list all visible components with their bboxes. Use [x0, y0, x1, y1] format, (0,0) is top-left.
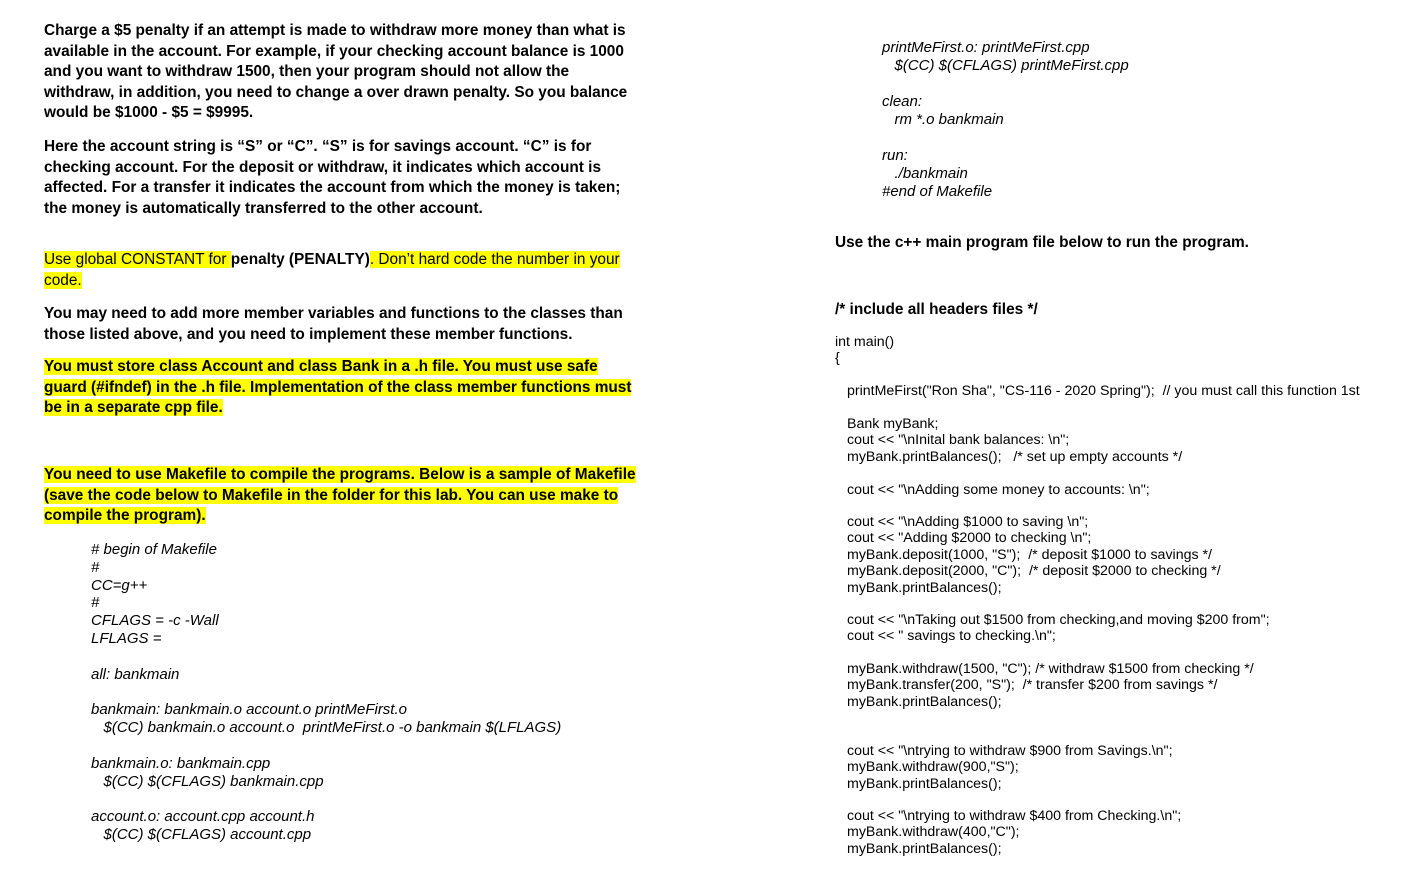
- code-line: run:: [882, 147, 908, 164]
- code-line: myBank.deposit(1000, "S"); /* deposit $1000 to savings */: [847, 546, 1212, 563]
- makefile-printme-block: [882, 39, 1129, 75]
- code-line: myBank.withdraw(900,"S");: [847, 759, 1019, 776]
- text-line: Use the c++ main program file below to run the program.: [835, 234, 1249, 251]
- header-file-paragraph: [44, 357, 631, 419]
- code-line: $(CC) $(CFLAGS) printMeFirst.cpp: [882, 56, 1129, 74]
- code-line: Bank myBank;: [847, 416, 939, 432]
- code-line: all: bankmain: [91, 666, 180, 683]
- main-signature: [835, 334, 894, 367]
- penalty-paragraph: [44, 21, 627, 124]
- code-line: $(CC) bankmain.o account.o printMeFirst.o -o bankmain $(LFLAGS): [91, 718, 562, 736]
- code-line: cout << "\nTaking out $1500 from checking,and moving $200 from";: [847, 612, 1270, 628]
- code-line: myBank.printBalances();: [847, 693, 1002, 710]
- highlighted-text: You must store class Account and class Bank in a .h file. You must use safe: [44, 358, 598, 375]
- text-line: affected. For a transfer it indicates the account from which the money is taken;: [44, 179, 621, 197]
- code-line: printMeFirst("Ron Sha", "CS-116 - 2020 Spring"); // you must call this function 1st: [847, 383, 1360, 399]
- code-line: myBank.deposit(2000, "C"); /* deposit $2000 to checking */: [847, 563, 1221, 580]
- code-line: ./bankmain: [882, 164, 968, 182]
- include-comment: [835, 300, 1038, 321]
- code-line: cout << "\ntrying to withdraw $900 from Savings.\n";: [847, 743, 1173, 759]
- text-line: checking account. For the deposit or withdraw, it indicates which account is: [44, 158, 602, 176]
- highlighted-text: You need to use Makefile to compile the programs. Below is a sample of Makefile: [44, 466, 636, 483]
- makefile-clean-block: [882, 93, 1004, 129]
- code-line: bankmain: bankmain.o account.o printMeFirst.o: [91, 701, 407, 718]
- members-paragraph: [44, 304, 623, 345]
- account-string-paragraph: [44, 137, 620, 219]
- text-line: and you want to withdraw 1500, then your program should not allow the: [44, 63, 570, 81]
- makefile-bankmain-o-block: [91, 755, 324, 791]
- code-line: myBank.withdraw(1500, "C"); /* withdraw $1500 from checking */: [847, 661, 1254, 677]
- text-line: Charge a $5 penalty if an attempt is made to withdraw more money than what is: [44, 22, 626, 39]
- code-line: #: [91, 594, 100, 612]
- code-line: CC=g++: [91, 576, 148, 594]
- code-line: cout << "\nInital bank balances: \n";: [847, 432, 1070, 449]
- highlighted-text: guard (#ifndef) in the .h file. Implementation of the class member functions must: [44, 378, 632, 396]
- code-line: LFLAGS =: [91, 629, 162, 647]
- makefile-all-line: [91, 666, 179, 684]
- code-line: clean:: [882, 93, 923, 110]
- code-block-5: [847, 661, 1254, 710]
- code-block-7: [847, 808, 1181, 857]
- code-line: # begin of Makefile: [91, 541, 217, 558]
- code-line: myBank.transfer(200, "S"); /* transfer $200 from savings */: [847, 677, 1218, 694]
- makefile-paragraph: [44, 465, 636, 527]
- text-line: would be $1000 - $5 = $9995.: [44, 104, 254, 122]
- code-line: $(CC) $(CFLAGS) account.cpp: [91, 825, 312, 843]
- text-line: You may need to add more member variables and functions to the classes than: [44, 305, 623, 322]
- highlighted-text: (save the code below to Makefile in the folder for this lab. You can use make to: [44, 486, 619, 504]
- print-me-first-call: [847, 383, 1360, 399]
- code-line: CFLAGS = -c -Wall: [91, 612, 219, 630]
- code-line: cout << "Adding $2000 to checking \n";: [847, 530, 1092, 547]
- use-main-heading: [835, 233, 1249, 254]
- code-line: printMeFirst.o: printMeFirst.cpp: [882, 39, 1090, 56]
- highlighted-text: be in a separate cpp file.: [44, 399, 223, 417]
- code-block-2: [847, 482, 1150, 498]
- code-block-3: [847, 514, 1221, 596]
- code-line: myBank.printBalances();: [847, 775, 1002, 792]
- highlighted-text: code.: [44, 271, 82, 289]
- code-line: #: [91, 558, 100, 576]
- text-line: /* include all headers files */: [835, 301, 1038, 318]
- code-line: myBank.printBalances();: [847, 579, 1002, 596]
- makefile-account-o-block: [91, 808, 314, 844]
- text-line: available in the account. For example, if your checking account balance is 1000: [44, 42, 624, 60]
- highlighted-text: Use global CONSTANT for: [44, 251, 231, 268]
- code-line: {: [835, 350, 840, 367]
- code-line: cout << "\nAdding $1000 to saving \n";: [847, 514, 1089, 530]
- bold-text: penalty (PENALTY): [230, 251, 370, 268]
- code-line: myBank.withdraw(400,"C");: [847, 824, 1020, 841]
- text-line: Here the account string is “S” or “C”. “S” is for savings account. “C” is for: [44, 138, 592, 155]
- code-line: #end of Makefile: [882, 182, 993, 200]
- code-block-6: [847, 743, 1173, 792]
- highlighted-text: compile the program).: [44, 507, 206, 525]
- code-line: rm *.o bankmain: [882, 110, 1004, 128]
- text-line: the money is automatically transferred to the other account.: [44, 199, 483, 217]
- code-line: myBank.printBalances();: [847, 840, 1002, 857]
- code-line: cout << "\nAdding some money to accounts: \n";: [847, 482, 1150, 498]
- highlighted-text: . Don’t hard code the number in your: [369, 251, 620, 268]
- makefile-bankmain-block: [91, 701, 561, 737]
- makefile-header-block: [91, 541, 219, 648]
- code-line: int main(): [835, 334, 895, 350]
- text-line: those listed above, and you need to implement these member functions.: [44, 325, 573, 343]
- code-line: bankmain.o: bankmain.cpp: [91, 755, 271, 772]
- code-line: account.o: account.cpp account.h: [91, 808, 315, 825]
- constant-paragraph: [44, 250, 620, 291]
- code-line: cout << "\ntrying to withdraw $400 from Checking.\n";: [847, 808, 1182, 824]
- code-line: $(CC) $(CFLAGS) bankmain.cpp: [91, 772, 324, 790]
- code-block-4: [847, 612, 1270, 645]
- text-line: withdraw, in addition, you need to change a over drawn penalty. So you balance: [44, 83, 628, 101]
- code-line: cout << " savings to checking.\n";: [847, 628, 1056, 645]
- makefile-run-block: [882, 147, 992, 200]
- code-block-1: [847, 416, 1182, 465]
- code-line: myBank.printBalances(); /* set up empty accounts */: [847, 448, 1183, 465]
